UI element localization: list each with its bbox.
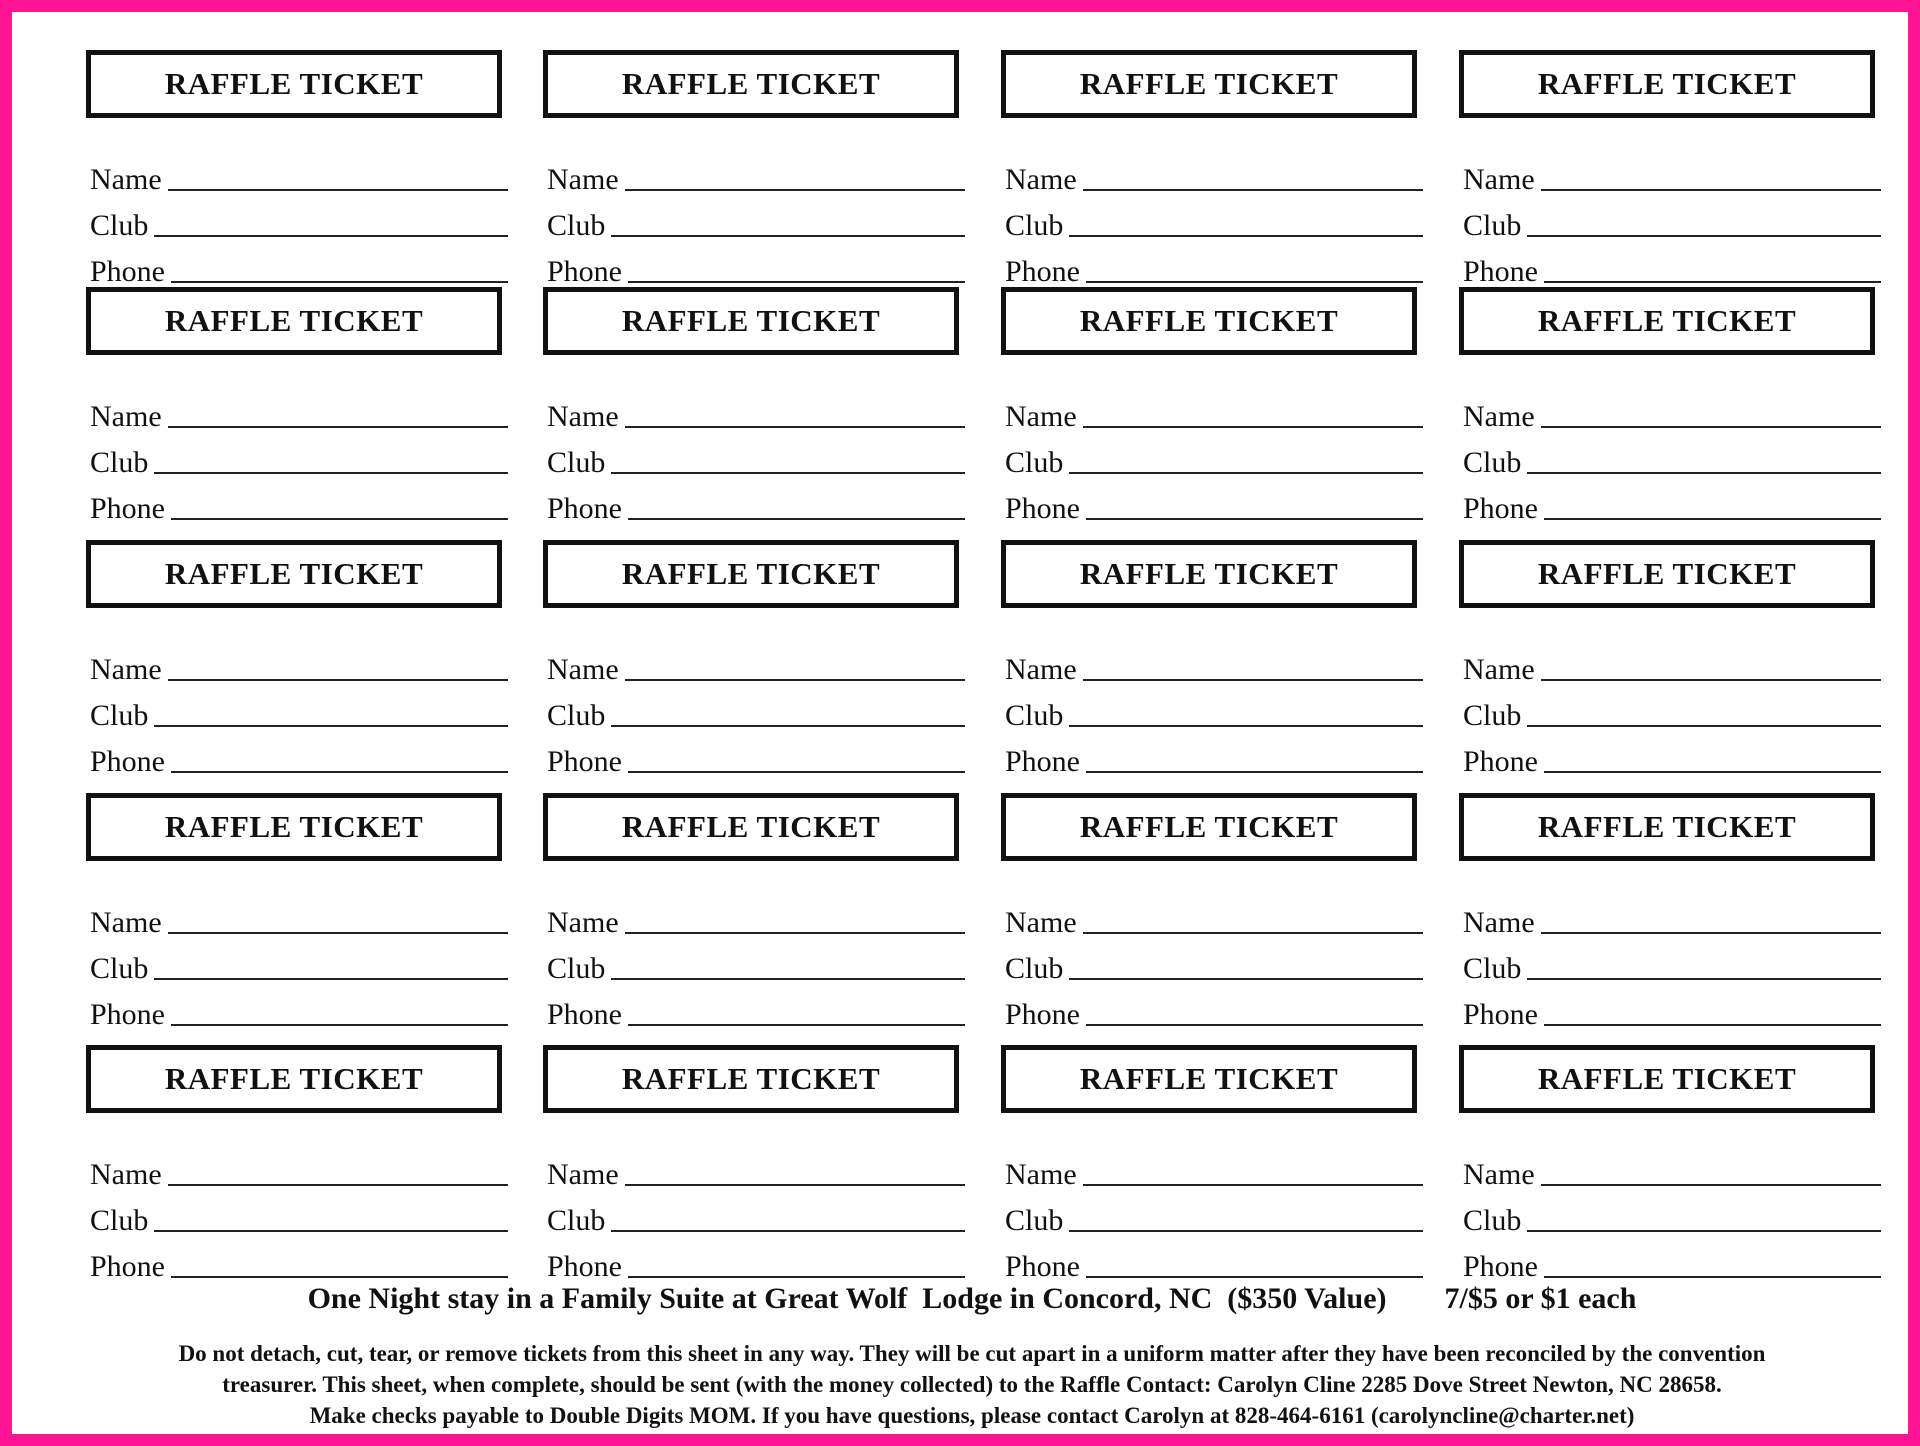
raffle-ticket (543, 540, 963, 778)
name-field[interactable] (1005, 1152, 1423, 1192)
phone-label: Phone (1463, 1250, 1538, 1283)
name-blank-line[interactable] (1083, 678, 1423, 681)
club-field[interactable] (547, 440, 965, 480)
instructions-notice (48, 1338, 1896, 1431)
phone-label: Phone (547, 255, 622, 288)
phone-blank-line[interactable] (1544, 280, 1881, 283)
phone-label: Phone (547, 998, 622, 1031)
phone-field[interactable] (547, 1244, 965, 1284)
name-blank-line[interactable] (1541, 425, 1881, 428)
club-field[interactable] (547, 693, 965, 733)
name-label: Name (90, 653, 162, 686)
club-blank-line[interactable] (1069, 977, 1423, 980)
phone-blank-line[interactable] (171, 517, 508, 520)
phone-field[interactable] (547, 249, 965, 289)
ticket-title-box (543, 50, 959, 118)
club-label: Club (547, 699, 606, 732)
club-field[interactable] (90, 203, 508, 243)
club-blank-line[interactable] (611, 977, 965, 980)
name-field[interactable] (90, 157, 508, 197)
name-blank-line[interactable] (1541, 1183, 1881, 1186)
notice-line: Do not detach, cut, tear, or remove tickets from this sheet in any way. They will be cut apart in a uniform matter after they have been reconciled by the convention (178, 1341, 1766, 1366)
phone-blank-line[interactable] (171, 770, 508, 773)
phone-field[interactable] (1463, 992, 1881, 1032)
name-blank-line[interactable] (168, 678, 508, 681)
club-label: Club (90, 952, 149, 985)
club-label: Club (1463, 952, 1522, 985)
club-label: Club (90, 209, 149, 242)
ticket-title: RAFFLE TICKET (164, 556, 424, 591)
name-label: Name (1463, 163, 1535, 196)
club-field[interactable] (1005, 693, 1423, 733)
name-field[interactable] (1005, 394, 1423, 434)
phone-field[interactable] (1463, 1244, 1881, 1284)
name-label: Name (90, 906, 162, 939)
ticket-title: RAFFLE TICKET (1079, 809, 1339, 844)
name-label: Name (547, 163, 619, 196)
raffle-ticket (86, 50, 506, 288)
name-blank-line[interactable] (168, 425, 508, 428)
ticket-title-box (1001, 793, 1417, 861)
ticket-title-box (86, 793, 502, 861)
name-blank-line[interactable] (168, 188, 508, 191)
raffle-ticket (1001, 287, 1421, 525)
name-blank-line[interactable] (1083, 931, 1423, 934)
ticket-title-box (543, 540, 959, 608)
club-blank-line[interactable] (154, 234, 508, 237)
phone-label: Phone (547, 745, 622, 778)
name-blank-line[interactable] (625, 425, 965, 428)
club-label: Club (547, 952, 606, 985)
phone-field[interactable] (1463, 739, 1881, 779)
name-field[interactable] (1463, 1152, 1881, 1192)
phone-blank-line[interactable] (1086, 1023, 1423, 1026)
ticket-title: RAFFLE TICKET (621, 66, 881, 101)
club-field[interactable] (1005, 203, 1423, 243)
raffle-ticket (543, 1045, 963, 1283)
name-blank-line[interactable] (1541, 188, 1881, 191)
ticket-title: RAFFLE TICKET (1537, 303, 1797, 338)
club-blank-line[interactable] (154, 724, 508, 727)
ticket-title: RAFFLE TICKET (1537, 66, 1797, 101)
club-label: Club (1463, 209, 1522, 242)
name-blank-line[interactable] (168, 1183, 508, 1186)
phone-blank-line[interactable] (171, 1275, 508, 1278)
name-field[interactable] (90, 394, 508, 434)
notice-line: Make checks payable to Double Digits MOM. If you have questions, please contact Carolyn at 828-464-6161 (carolyncline@charter.net) (309, 1403, 1635, 1428)
phone-field[interactable] (1005, 486, 1423, 526)
phone-field[interactable] (90, 739, 508, 779)
club-label: Club (90, 1204, 149, 1237)
phone-label: Phone (1463, 492, 1538, 525)
ticket-title: RAFFLE TICKET (621, 303, 881, 338)
ticket-title: RAFFLE TICKET (1079, 66, 1339, 101)
ticket-title-box (1459, 1045, 1875, 1113)
phone-blank-line[interactable] (1086, 280, 1423, 283)
name-label: Name (90, 1158, 162, 1191)
club-field[interactable] (1463, 1198, 1881, 1238)
ticket-title: RAFFLE TICKET (1537, 1061, 1797, 1096)
raffle-ticket (543, 287, 963, 525)
raffle-ticket (1459, 540, 1879, 778)
name-field[interactable] (547, 647, 965, 687)
club-label: Club (1005, 952, 1064, 985)
name-blank-line[interactable] (1541, 931, 1881, 934)
phone-label: Phone (1005, 745, 1080, 778)
phone-blank-line[interactable] (171, 1023, 508, 1026)
phone-label: Phone (1005, 1250, 1080, 1283)
club-blank-line[interactable] (611, 724, 965, 727)
club-blank-line[interactable] (1069, 724, 1423, 727)
raffle-ticket (543, 50, 963, 288)
ticket-title-box (1001, 287, 1417, 355)
ticket-title: RAFFLE TICKET (1079, 303, 1339, 338)
club-field[interactable] (90, 1198, 508, 1238)
raffle-ticket (1459, 1045, 1879, 1283)
club-field[interactable] (1005, 440, 1423, 480)
name-label: Name (547, 653, 619, 686)
phone-blank-line[interactable] (1086, 770, 1423, 773)
name-blank-line[interactable] (625, 678, 965, 681)
club-blank-line[interactable] (611, 234, 965, 237)
name-label: Name (1005, 653, 1077, 686)
name-blank-line[interactable] (625, 188, 965, 191)
phone-label: Phone (1005, 255, 1080, 288)
club-field[interactable] (90, 693, 508, 733)
name-blank-line[interactable] (1083, 425, 1423, 428)
club-blank-line[interactable] (154, 471, 508, 474)
club-label: Club (1005, 699, 1064, 732)
club-blank-line[interactable] (1527, 1229, 1881, 1232)
club-blank-line[interactable] (611, 471, 965, 474)
club-blank-line[interactable] (1069, 234, 1423, 237)
ticket-title-box (1459, 540, 1875, 608)
ticket-title-box (86, 540, 502, 608)
phone-field[interactable] (1463, 486, 1881, 526)
raffle-ticket (1459, 50, 1879, 288)
name-field[interactable] (1005, 900, 1423, 940)
phone-blank-line[interactable] (1544, 517, 1881, 520)
notice-line: treasurer. This sheet, when complete, should be sent (with the money collected) to the Raffle Contact: Carolyn Cline 2285 Dove Street Newton, NC 28658. (222, 1372, 1722, 1397)
phone-label: Phone (1005, 998, 1080, 1031)
raffle-ticket (1459, 287, 1879, 525)
phone-field[interactable] (547, 739, 965, 779)
name-field[interactable] (547, 157, 965, 197)
club-label: Club (547, 209, 606, 242)
phone-blank-line[interactable] (1086, 517, 1423, 520)
raffle-ticket (1001, 1045, 1421, 1283)
ticket-title-box (1001, 540, 1417, 608)
ticket-title-box (543, 287, 959, 355)
club-blank-line[interactable] (1527, 234, 1881, 237)
phone-label: Phone (90, 745, 165, 778)
phone-label: Phone (1005, 492, 1080, 525)
phone-blank-line[interactable] (628, 280, 965, 283)
name-field[interactable] (90, 900, 508, 940)
phone-label: Phone (90, 1250, 165, 1283)
ticket-title: RAFFLE TICKET (621, 809, 881, 844)
name-field[interactable] (1463, 647, 1881, 687)
phone-blank-line[interactable] (628, 517, 965, 520)
name-blank-line[interactable] (1083, 188, 1423, 191)
club-blank-line[interactable] (1527, 724, 1881, 727)
ticket-title-box (86, 287, 502, 355)
name-label: Name (1463, 653, 1535, 686)
ticket-title: RAFFLE TICKET (621, 1061, 881, 1096)
ticket-title-box (1459, 793, 1875, 861)
club-blank-line[interactable] (154, 1229, 508, 1232)
ticket-title-box (86, 1045, 502, 1113)
raffle-ticket (86, 793, 506, 1031)
club-label: Club (1005, 446, 1064, 479)
club-field[interactable] (547, 203, 965, 243)
raffle-ticket (543, 793, 963, 1031)
name-label: Name (1463, 400, 1535, 433)
ticket-title: RAFFLE TICKET (1537, 556, 1797, 591)
phone-field[interactable] (1005, 249, 1423, 289)
club-blank-line[interactable] (1069, 1229, 1423, 1232)
name-blank-line[interactable] (1541, 678, 1881, 681)
club-field[interactable] (547, 946, 965, 986)
ticket-title-box (1459, 287, 1875, 355)
ticket-title: RAFFLE TICKET (1079, 556, 1339, 591)
name-blank-line[interactable] (168, 931, 508, 934)
phone-blank-line[interactable] (1544, 1275, 1881, 1278)
name-field[interactable] (1463, 394, 1881, 434)
club-field[interactable] (1005, 1198, 1423, 1238)
club-field[interactable] (1463, 693, 1881, 733)
name-label: Name (1463, 906, 1535, 939)
raffle-ticket (1001, 50, 1421, 288)
phone-label: Phone (1463, 998, 1538, 1031)
name-field[interactable] (1463, 157, 1881, 197)
phone-field[interactable] (547, 486, 965, 526)
ticket-title-box (86, 50, 502, 118)
phone-label: Phone (90, 255, 165, 288)
name-label: Name (1005, 163, 1077, 196)
phone-field[interactable] (1005, 1244, 1423, 1284)
name-field[interactable] (1005, 157, 1423, 197)
club-field[interactable] (547, 1198, 965, 1238)
name-label: Name (547, 1158, 619, 1191)
name-field[interactable] (1005, 647, 1423, 687)
raffle-ticket (86, 540, 506, 778)
ticket-title-box (543, 1045, 959, 1113)
phone-label: Phone (547, 1250, 622, 1283)
ticket-title: RAFFLE TICKET (1079, 1061, 1339, 1096)
ticket-title-box (1001, 50, 1417, 118)
phone-blank-line[interactable] (1086, 1275, 1423, 1278)
name-field[interactable] (547, 900, 965, 940)
raffle-ticket (1459, 793, 1879, 1031)
phone-label: Phone (90, 998, 165, 1031)
club-label: Club (1005, 209, 1064, 242)
ticket-title: RAFFLE TICKET (1537, 809, 1797, 844)
name-blank-line[interactable] (625, 931, 965, 934)
phone-field[interactable] (1463, 249, 1881, 289)
phone-label: Phone (547, 492, 622, 525)
phone-label: Phone (90, 492, 165, 525)
phone-blank-line[interactable] (628, 770, 965, 773)
name-field[interactable] (90, 647, 508, 687)
club-label: Club (90, 446, 149, 479)
club-field[interactable] (1463, 440, 1881, 480)
name-label: Name (1005, 400, 1077, 433)
club-field[interactable] (1005, 946, 1423, 986)
name-label: Name (547, 400, 619, 433)
club-field[interactable] (90, 946, 508, 986)
club-label: Club (1005, 1204, 1064, 1237)
phone-field[interactable] (90, 486, 508, 526)
club-blank-line[interactable] (154, 977, 508, 980)
raffle-ticket (86, 287, 506, 525)
name-label: Name (90, 163, 162, 196)
name-field[interactable] (90, 1152, 508, 1192)
name-field[interactable] (547, 394, 965, 434)
ticket-title: RAFFLE TICKET (621, 556, 881, 591)
ticket-title-box (543, 793, 959, 861)
club-label: Club (1463, 1204, 1522, 1237)
phone-field[interactable] (90, 249, 508, 289)
phone-field[interactable] (1005, 992, 1423, 1032)
raffle-ticket (1001, 793, 1421, 1031)
name-label: Name (547, 906, 619, 939)
ticket-title: RAFFLE TICKET (164, 809, 424, 844)
phone-blank-line[interactable] (1544, 1023, 1881, 1026)
name-label: Name (90, 400, 162, 433)
ticket-title-box (1459, 50, 1875, 118)
phone-blank-line[interactable] (1544, 770, 1881, 773)
club-blank-line[interactable] (1069, 471, 1423, 474)
name-label: Name (1005, 1158, 1077, 1191)
club-label: Club (1463, 699, 1522, 732)
club-label: Club (90, 699, 149, 732)
club-field[interactable] (1463, 946, 1881, 986)
phone-field[interactable] (90, 1244, 508, 1284)
name-field[interactable] (1463, 900, 1881, 940)
club-label: Club (1463, 446, 1522, 479)
ticket-title: RAFFLE TICKET (164, 66, 424, 101)
phone-blank-line[interactable] (628, 1023, 965, 1026)
club-blank-line[interactable] (611, 1229, 965, 1232)
name-blank-line[interactable] (625, 1183, 965, 1186)
prize-line (12, 1282, 1920, 1316)
club-blank-line[interactable] (1527, 471, 1881, 474)
club-blank-line[interactable] (1527, 977, 1881, 980)
phone-blank-line[interactable] (628, 1275, 965, 1278)
name-label: Name (1005, 906, 1077, 939)
ticket-title-box (1001, 1045, 1417, 1113)
phone-blank-line[interactable] (171, 280, 508, 283)
club-field[interactable] (90, 440, 508, 480)
phone-label: Phone (1463, 255, 1538, 288)
club-label: Club (547, 1204, 606, 1237)
ticket-price: 7/$5 or $1 each (1444, 1282, 1637, 1315)
ticket-title: RAFFLE TICKET (164, 1061, 424, 1096)
club-label: Club (547, 446, 606, 479)
phone-field[interactable] (90, 992, 508, 1032)
raffle-ticket (1001, 540, 1421, 778)
name-label: Name (1463, 1158, 1535, 1191)
phone-label: Phone (1463, 745, 1538, 778)
raffle-ticket (86, 1045, 506, 1283)
phone-field[interactable] (547, 992, 965, 1032)
ticket-title: RAFFLE TICKET (164, 303, 424, 338)
phone-field[interactable] (1005, 739, 1423, 779)
name-blank-line[interactable] (1083, 1183, 1423, 1186)
prize-description: One Night stay in a Family Suite at Great Wolf Lodge in Concord, NC ($350 Value) (307, 1282, 1387, 1315)
club-field[interactable] (1463, 203, 1881, 243)
name-field[interactable] (547, 1152, 965, 1192)
